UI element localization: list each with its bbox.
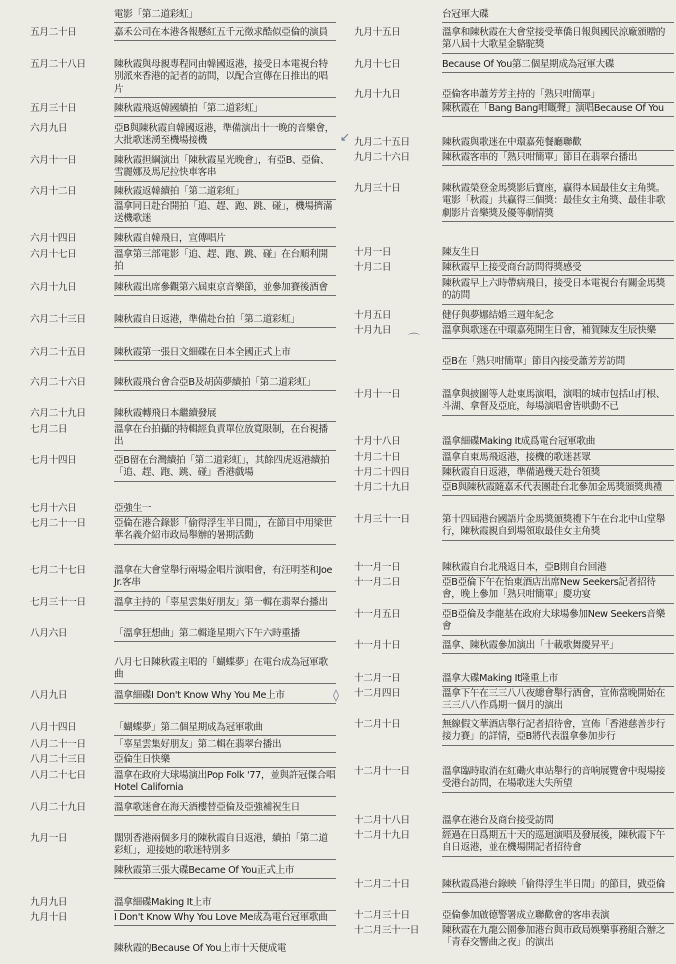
entry-date: 十二月一日 <box>354 673 401 684</box>
entry-text: 「溫拿狂想曲」第二輯逢星期六下午六時重播 <box>114 628 336 642</box>
pen-mark-icon: ◊ <box>333 688 339 702</box>
entry-text: 亞B與陳秋霞隨嘉禾代表團赴台北參加金馬獎頒獎典禮 <box>442 482 674 496</box>
entry-text: 溫拿與歌迷在中環嘉苑開生日會，補賀陳友生辰快樂 <box>442 325 674 339</box>
entry-date: 九月一日 <box>30 833 68 844</box>
entry-date: 十二月三十日 <box>354 910 410 921</box>
entry-text: I Don't Know Why You Love Me成為電台冠軍歌曲 <box>114 912 336 926</box>
entry-date: 六月十一日 <box>30 155 77 166</box>
entry-date: 十月二十九日 <box>354 482 410 493</box>
entry-date: 十二月二十日 <box>354 879 410 890</box>
entry-date: 八月六日 <box>30 628 68 639</box>
entry-date: 八月二十七日 <box>30 770 86 781</box>
entry-date: 七月三十一日 <box>30 597 86 608</box>
entry-text: 陳秋霞在「Bang Bang咁嘅聲」演唱Because Of You <box>442 103 674 117</box>
entry-text: 無線假文華酒店舉行記者招待會，宣佈「香港慈善步行接力賽」的詳情，亞B將代表溫拿參加步行 <box>442 719 674 746</box>
entry-date: 六月二十五日 <box>30 347 86 358</box>
entry-text: 陳秋霞的Because Of You上市十天便成電 <box>114 943 287 954</box>
entry-text: 八月七日陳秋霞主唱的「蝴蝶夢」在電台成為冠軍歌曲 <box>114 657 336 684</box>
entry-text: 「辜星雲集好朋友」第二輯在翡翠台播出 <box>114 739 336 753</box>
entry-date: 七月二十一日 <box>30 518 86 529</box>
entry-date: 十月二日 <box>354 262 392 273</box>
entry-date: 十二月四日 <box>354 688 401 699</box>
entry-text: 溫拿歌迷會在海天酒樓替亞倫及亞強補祝生日 <box>114 802 336 816</box>
entry-text: 經過在日爲期五十天的巡迴演唱及發展後，陳秋霞下午自日返港，並在機場開記者招待會 <box>442 830 674 857</box>
entry-text: 陳秋霞自日返港，準備赴台拍「第二道彩虹」 <box>114 314 336 328</box>
entry-text: 陳秋霞早上六時帶病飛日，接受日本電視台有關金馬獎的訪問 <box>442 278 674 305</box>
entry-text: 陳秋霞出席參觀第六屆東京音樂節，並參加賽後酒會 <box>114 282 336 296</box>
entry-date: 十一月五日 <box>354 609 401 620</box>
entry-date: 十一月二日 <box>354 577 401 588</box>
entry-date: 九月三十日 <box>354 183 401 194</box>
entry-text: 溫拿在政府大球場演出Pop Folk '77，並與許冠傑合唱Hotel California <box>114 770 336 797</box>
pen-mark-icon: ↙ <box>340 130 351 144</box>
entry-text: 陳秋霞轉飛日本繼續發展 <box>114 408 336 422</box>
entry-date: 十月三十一日 <box>354 514 410 525</box>
entry-date: 七月十四日 <box>30 455 77 466</box>
entry-date: 九月二十六日 <box>354 152 410 163</box>
entry-text: 陳秋霞飛台會合亞B及胡茵夢續拍「第二道彩虹」 <box>114 377 336 391</box>
entry-date: 六月二十九日 <box>30 408 86 419</box>
entry-date: 十一月十日 <box>354 640 401 651</box>
entry-text: 陳秋霞自台北飛返日本，亞B則自台回港 <box>442 562 674 576</box>
entry-text: 溫拿下午在三三八八夜總會舉行酒會，宣佈當晚開始在三三八八作爲期一個月的演出 <box>442 688 674 715</box>
entry-text: 溫拿自東馬飛返港，接機的歌迷甚眾 <box>442 452 674 466</box>
entry-text: 陳秋霞與母親專程同由韓國返港，接受日本電視台特別派來香港的記者的訪問，以配合宣傳在日推出的唱片 <box>114 59 336 98</box>
entry-date: 六月二十六日 <box>30 377 86 388</box>
entry-text: 陳秋霞第一張日文細碟在日本全國正式上市 <box>114 347 336 361</box>
entry-text: 陳秋霞飛返韓國續拍「第二道彩虹」 <box>114 103 336 117</box>
entry-date: 七月二十七日 <box>30 565 86 576</box>
entry-text: 溫拿與披圖等人赴東馬演唱，演唱的城市包括山打根、斗湖、拿督及亞庇，每場演唱會皆哄動不已 <box>442 389 674 416</box>
entry-text: 溫拿細碟I Don't Know Why You Me上市 <box>114 690 336 704</box>
entry-date: 十一月一日 <box>354 562 401 573</box>
entry-text: 陳秋霞担綱演出「陳秋霞星光晚會」，有亞B、亞倫、雪麗娜及馬尼拉快車客串 <box>114 155 336 182</box>
entry-date: 五月三十日 <box>30 103 77 114</box>
entry-text: 陳秋霞客串的「熟只咁簡單」節目在翡翠台播出 <box>442 152 674 166</box>
entry-text: 亞強生一 <box>114 503 336 517</box>
entry-date: 十二月十一日 <box>354 766 410 777</box>
entry-date: 十月九日 <box>354 325 392 336</box>
entry-date: 六月九日 <box>30 123 68 134</box>
pen-mark-icon: ⌒ <box>408 332 421 346</box>
entry-text: 亞B在「熟只咁簡單」節目內接受蕭芳芳訪問 <box>442 356 674 370</box>
entry-text: 亞B亞倫及李龍基在政府大球場參加New Seekers音樂會 <box>442 609 674 636</box>
entry-date: 八月二十三日 <box>30 754 86 765</box>
entry-date: 九月二十五日 <box>354 137 410 148</box>
entry-text: 第十四屆港台國語片金馬獎頒獎禮下午在台北中山堂舉行，陳秋霞親自到場領取最佳女主角獎 <box>442 514 674 541</box>
entry-text: 陳秋霞爲港台錄映「偷得浮生半日閒」的節目，戥亞倫 <box>442 879 674 893</box>
entry-text: 陳秋霞與歌迷在中環嘉苑餐廳聯歡 <box>442 137 674 151</box>
entry-date: 九月十九日 <box>354 89 401 100</box>
entry-text: 陳秋霞第三張大碟Became Of You正式上市 <box>114 865 336 879</box>
entry-text: 溫拿大碟Making It隆重上市 <box>442 673 674 687</box>
entry-date: 十月十一日 <box>354 389 401 400</box>
entry-date: 十二月十九日 <box>354 830 410 841</box>
entry-text: 闊別香港兩個多月的陳秋霞自日返港，續拍「第二道彩虹」，迎接她的歌迷特別多 <box>114 833 336 860</box>
entry-text: 亞B與陳秋霞自韓國返港，準備演出十一晚的音樂會，大批歌迷湧至機場接機 <box>114 123 336 150</box>
entry-date: 十二月十八日 <box>354 815 410 826</box>
entry-text: 溫拿臨時取消在紅磡火車站舉行的音响展覽會中現場接受港台訪問，在場歌迷大失所望 <box>442 766 674 793</box>
entry-date: 十月二十四日 <box>354 467 410 478</box>
entry-text: 亞倫在港合錄影「偷得浮生半日閒」，在節目中用梁世華名義介紹市政局舉辦的暑期活動 <box>114 518 336 545</box>
entry-text: 亞倫客串蕭芳芳主持的「熟只咁簡單」 <box>442 89 674 103</box>
entry-date: 六月十四日 <box>30 233 77 244</box>
entry-text: 溫拿、陳秋霞參加演出「十載歌舞慶昇平」 <box>442 640 674 654</box>
entry-date: 十月一日 <box>354 247 392 258</box>
entry-text: 亞B留在台灣續拍「第二道彩虹」，其餘四虎返港續拍「追、趕、跑、跳、碰」香港戲場 <box>114 455 336 482</box>
entry-text: 溫拿在台拍攝的特輯經負責單位放寬限制，在台視播出 <box>114 424 336 451</box>
entry-date: 十月十八日 <box>354 436 401 447</box>
entry-text: 陳秋霞返韓續拍「第二道彩虹」 <box>114 186 336 200</box>
entry-text: 溫拿同日赴台開拍「追、趕、跑、跳、碰」，機場擠滿送機歌迷 <box>114 201 336 228</box>
entry-date: 七月十六日 <box>30 503 77 514</box>
entry-date: 十二月三十一日 <box>354 925 420 936</box>
entry-date: 八月十四日 <box>30 722 77 733</box>
entry-text: 溫拿主持的「辜星雲集好朋友」第一輯在翡翠台播出 <box>114 597 336 611</box>
entry-date: 五月二十日 <box>30 27 77 38</box>
entry-text: 陳秋霞在九龍公園參加港台與市政局娛樂事務組合辦之「青春交響曲之夜」的演出 <box>442 925 666 949</box>
entry-text: Because Of You第二個星期成為冠軍大碟 <box>442 59 674 73</box>
entry-text: 溫拿和陳秋霞在大會堂接受華僑日報與國民涼廠頒贈的第八屆十大歌星金駱駝獎 <box>442 27 674 54</box>
entry-date: 八月二十九日 <box>30 802 86 813</box>
entry-text: 「蝴蝶夢」第二個星期成為冠軍歌曲 <box>114 722 336 736</box>
entry-text: 陳秋霞早上接受商台訪問得獎感受 <box>442 262 674 276</box>
entry-text: 亞B亞倫下午在怡東酒店出席New Seekers記者招待會，晚上參加「熟只咁簡單」慶功宴 <box>442 577 674 604</box>
entry-date: 七月二日 <box>30 424 68 435</box>
entry-date: 六月十九日 <box>30 282 77 293</box>
entry-text: 台冠軍大碟 <box>442 9 674 23</box>
entry-date: 九月十五日 <box>354 27 401 38</box>
entry-date: 九月十七日 <box>354 59 401 70</box>
entry-text: 陳秋霞榮登金馬獎影后寶座，贏得本屆最佳女主角獎。電影「秋霞」共贏得三個獎：最佳女主角獎、最佳非歌劇影片音樂獎及優等劇情獎 <box>442 183 674 222</box>
entry-text: 溫拿第三部電影「追、趕、跑、跳、碰」在台順利開拍 <box>114 249 336 276</box>
entry-text: 溫拿細碟Making It上市 <box>114 897 336 911</box>
entry-text: 電影「第二道彩虹」 <box>114 9 336 23</box>
entry-date: 六月十七日 <box>30 249 77 260</box>
entry-text: 亞倫參加啟德警署成立聯歡會的客串表演 <box>442 910 674 924</box>
entry-text: 陳秋霞自韓飛日，宣傳唱片 <box>114 233 336 247</box>
entry-text: 亞倫生日快樂 <box>114 754 336 768</box>
entry-text: 溫拿在大會堂舉行兩場金唱片演唱會，有汪明荃和Joe Jr.客串 <box>114 565 336 592</box>
entry-date: 十月五日 <box>354 310 392 321</box>
entry-date: 六月十二日 <box>30 186 77 197</box>
entry-text: 陳友生日 <box>442 247 674 261</box>
entry-date: 六月二十三日 <box>30 314 86 325</box>
entry-text: 陳秋霞自日返港，準備過幾天赴台領獎 <box>442 467 674 481</box>
entry-text: 溫拿在港台及商台接受訪問 <box>442 815 674 829</box>
entry-date: 十二月十日 <box>354 719 401 730</box>
entry-text: 嘉禾公司在本港各報懸紅五千元徵求酷似亞倫的演員 <box>114 27 336 41</box>
entry-text: 健仔與夢娜結婚三週年紀念 <box>442 310 674 324</box>
entry-date: 八月九日 <box>30 690 68 701</box>
entry-text: 溫拿細碟Making It成爲電台冠軍歌曲 <box>442 436 674 450</box>
entry-date: 十月二十日 <box>354 452 401 463</box>
entry-date: 九月九日 <box>30 897 68 908</box>
entry-date: 八月二十一日 <box>30 739 86 750</box>
entry-date: 九月十日 <box>30 912 68 923</box>
entry-date: 五月二十八日 <box>30 59 86 70</box>
